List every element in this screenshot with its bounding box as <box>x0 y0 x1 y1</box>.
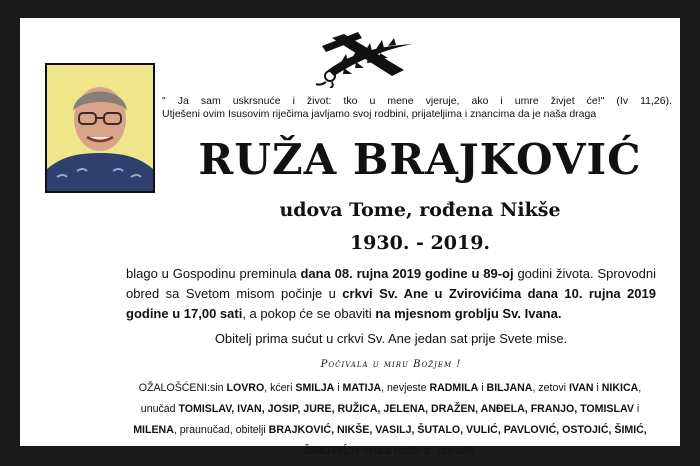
mourners-text: i <box>478 382 487 394</box>
mourner-name: MATIJA <box>342 382 382 394</box>
portrait-icon <box>47 65 153 191</box>
portrait-photo <box>45 63 155 193</box>
deceased-name: RUŽA BRAJKOVIĆ <box>198 135 642 184</box>
cross-with-palm-icon <box>300 24 420 88</box>
mourners-text: i <box>334 382 343 394</box>
mourner-name: IVAN <box>568 382 594 394</box>
mourner-name: NIKICA <box>601 382 639 394</box>
mourners-text: i <box>593 382 602 394</box>
mourners-text: , kćeri <box>264 382 296 394</box>
quote-line-2: Utješeni ovim Isusovim riječima javljamo svoj rodbini, prijateljima i znancima da je naša draga <box>162 108 597 120</box>
mourner-name: RADMILA <box>429 382 479 394</box>
deceased-subtitle: udova Tome, rođena Nikše <box>279 199 561 221</box>
mourners-label: OŽALOŠĆENI: <box>138 382 211 394</box>
quote-line-1: " Ja sam uskrsnuće i život: tko u mene vjeruje, ako i umre živjet će!" (Iv 11,26). <box>162 95 672 107</box>
mourner-name: MILENA <box>133 424 174 436</box>
mourners-text: , praunučad, obitelji <box>173 424 269 436</box>
condolence-notice: Obitelj prima sućut u crkvi Sv. Ane jedan sat prije Svete mise. <box>214 331 568 346</box>
funeral-place-time: crkvi Sv. Ane u Zvirovićima dana 10. rujna 2019 godine u 17,00 sati <box>126 286 656 321</box>
mourners-text: , zetovi <box>532 382 569 394</box>
mourners-text: sin <box>210 382 227 394</box>
mourners-list <box>120 378 660 462</box>
mourners-text: , unučad <box>140 382 642 415</box>
mourner-name: BRAJKOVIĆ, NIKŠE, VASILJ, ŠUTALO, VULIĆ, PAVLOVIĆ, OSTOJIĆ, ŠIMIĆ, ŠIMOVIĆ <box>268 424 647 457</box>
mourner-name: TOMISLAV, IVAN, JOSIP, JURE, RUŽICA, JELENA, DRAŽEN, ANĐELA, FRANJO, TOMISLAV <box>178 403 634 415</box>
mourner-name: BILJANA <box>486 382 533 394</box>
life-years: 1930. - 2019. <box>349 232 491 254</box>
mourners-text: i <box>633 403 640 415</box>
mourners-text: , nevjeste <box>381 382 430 394</box>
notice-text: blago u Gospodinu preminula <box>126 266 301 281</box>
obituary-card <box>20 18 680 457</box>
death-notice <box>126 264 656 324</box>
mourners-text: te ostala rodbina i prijatelji. <box>348 445 477 457</box>
mourner-name: LOVRO <box>226 382 265 394</box>
rest-in-peace: Počivala u miru Božjem ! <box>320 359 462 370</box>
burial-place: na mjesnom groblju Sv. Ivana. <box>375 306 562 321</box>
notice-text: Sprovodni obred sa Svetom misom počinje u <box>126 266 656 301</box>
notice-text: , a pokop će se obaviti <box>242 306 376 321</box>
mourner-name: SMILJA <box>295 382 335 394</box>
notice-date-age: dana 08. rujna 2019 godine u 89-oj <box>300 266 514 281</box>
scripture-quote <box>162 95 672 121</box>
notice-text: godini života. <box>513 266 594 281</box>
